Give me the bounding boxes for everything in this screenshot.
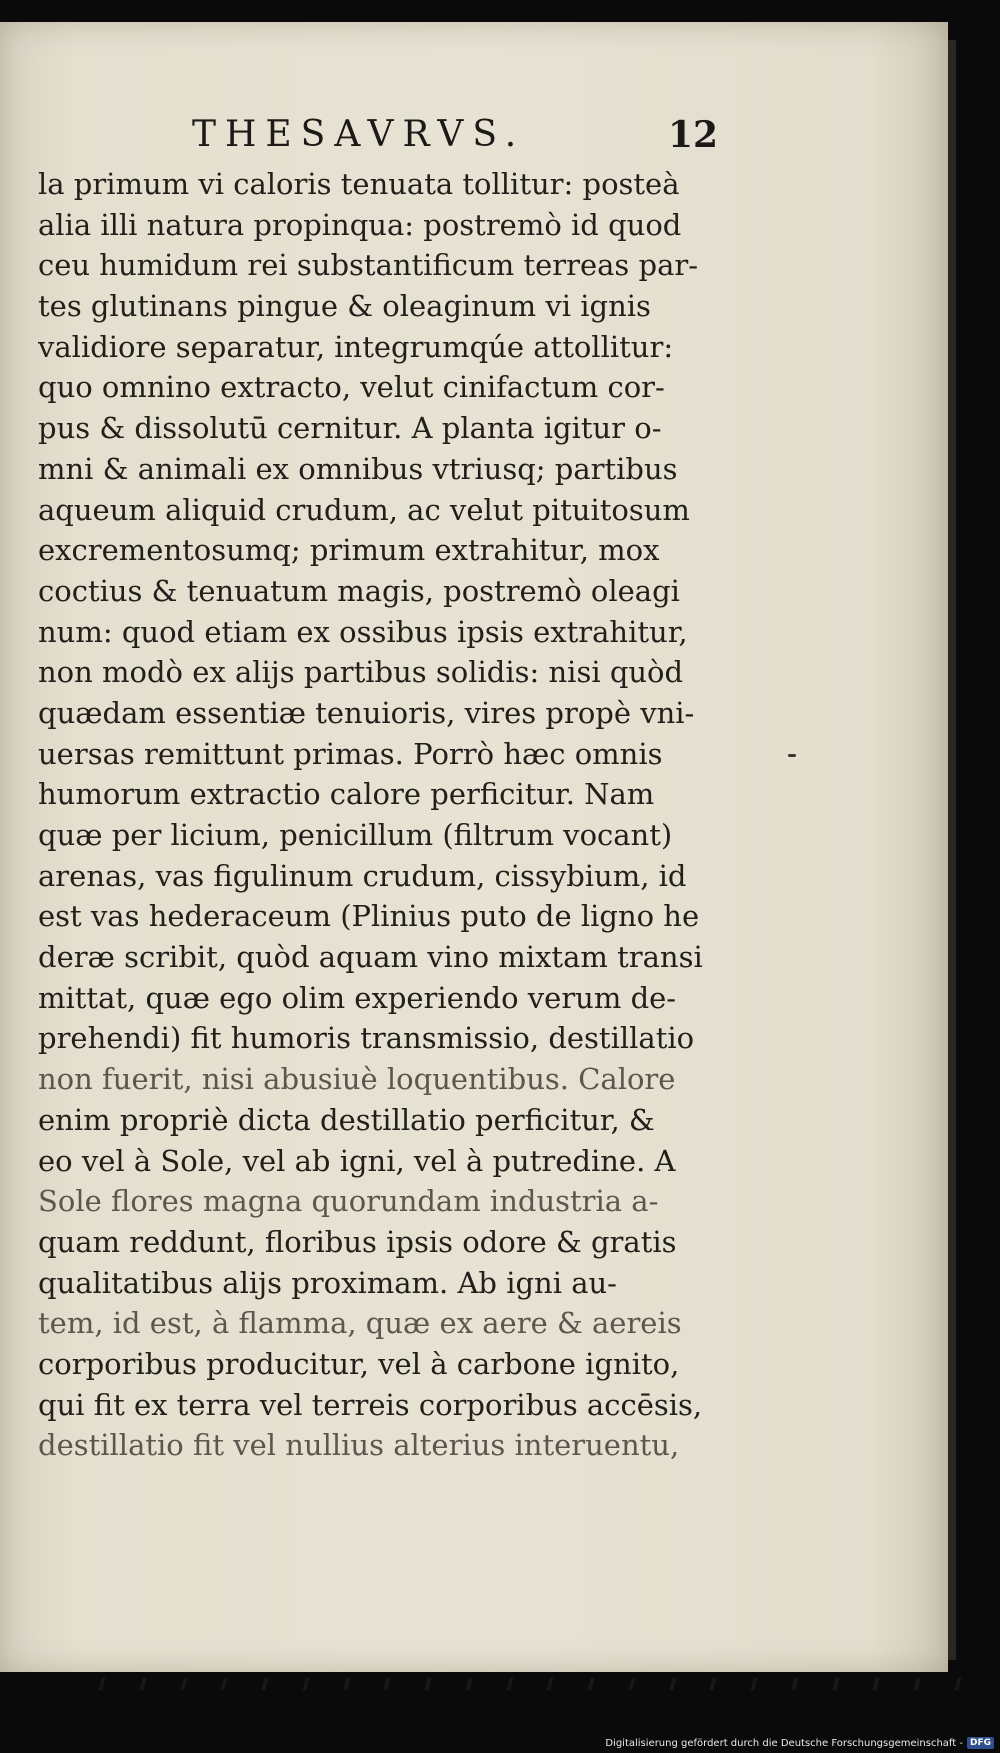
stitch-mark <box>547 1678 554 1690</box>
body-text <box>38 164 708 1466</box>
text-line: enim propriè dicta destillatio perficitur, & <box>38 1102 655 1137</box>
text-line: ceu humidum rei substantificum terreas par- <box>38 248 699 283</box>
text-line: quam reddunt, floribus ipsis odore & gratis <box>38 1224 677 1259</box>
text-line: pus & dissolutū cernitur. A planta igitur o- <box>38 411 662 446</box>
text-line: validiore separatur, integrumqúe attollitur: <box>38 329 674 364</box>
text-line: coctius & tenuatum magis, postremò oleagi <box>38 573 680 608</box>
stitch-mark <box>384 1678 391 1690</box>
text-line: humorum extractio calore perficitur. Nam <box>38 777 655 812</box>
stitch-mark <box>465 1678 472 1690</box>
stitch-mark <box>791 1678 798 1690</box>
digitization-credit <box>605 1737 994 1749</box>
text-line: Sole flores magna quorundam industria a- <box>38 1184 659 1219</box>
stitch-mark <box>506 1678 513 1690</box>
stitch-mark <box>302 1678 309 1690</box>
page-edge <box>948 40 956 1660</box>
text-line: est vas hederaceum (Plinius puto de ligno he <box>38 899 700 934</box>
stitch-mark <box>587 1678 594 1690</box>
stitch-mark <box>954 1678 961 1690</box>
text-line: qui fit ex terra vel terreis corporibus accēsis, <box>38 1387 703 1422</box>
text-line: uersas remittunt primas. Porrò hæc omnis <box>38 736 663 771</box>
stitch-mark <box>913 1678 920 1690</box>
text-line: non fuerit, nisi abusiuè loquentibus. Calore <box>38 1062 676 1097</box>
text-line: deræ scribit, quòd aquam vino mixtam transi <box>38 940 703 975</box>
text-line: quo omnino extracto, velut cinifactum cor- <box>38 370 665 405</box>
text-line: qualitatibus alijs proximam. Ab igni au- <box>38 1265 617 1300</box>
stitch-mark <box>180 1678 187 1690</box>
stitch-mark <box>710 1678 717 1690</box>
stitch-mark <box>261 1678 268 1690</box>
text-line: excrementosumq; primum extrahitur, mox <box>38 533 660 568</box>
ink-speck <box>788 754 796 757</box>
text-line: eo vel à Sole, vel ab igni, vel à putredine. A <box>38 1143 676 1178</box>
text-line: mittat, quæ ego olim experiendo verum de- <box>38 980 677 1015</box>
stitch-mark <box>832 1678 839 1690</box>
text-line: quædam essentiæ tenuioris, vires propè vni- <box>38 695 695 730</box>
text-line: alia illi natura propinqua: postremò id quod <box>38 207 682 242</box>
stitch-mark <box>750 1678 757 1690</box>
text-line: num: quod etiam ex ossibus ipsis extrahitur, <box>38 614 688 649</box>
stitch-mark <box>139 1678 146 1690</box>
running-title: THESAVRVS. <box>192 114 526 155</box>
text-line: aqueum aliquid crudum, ac velut pituitosum <box>38 492 690 527</box>
stitch-mark <box>873 1678 880 1690</box>
dfg-logo: DFG <box>967 1737 994 1749</box>
text-line: non modò ex alijs partibus solidis: nisi quòd <box>38 655 684 690</box>
text-line: mni & animali ex omnibus vtriusq; partibus <box>38 451 678 486</box>
stitch-mark <box>98 1678 105 1690</box>
text-line: arenas, vas figulinum crudum, cissybium, id <box>38 858 687 893</box>
stitch-mark <box>628 1678 635 1690</box>
text-line: destillatio fit vel nullius alterius interuentu, <box>38 1428 680 1463</box>
binding-stitches <box>100 1678 960 1690</box>
text-line: corporibus producitur, vel à carbone ignito, <box>38 1346 680 1381</box>
stitch-mark <box>221 1678 228 1690</box>
text-line: quæ per licium, penicillum (filtrum vocant) <box>38 818 673 852</box>
text-line: tem, id est, à flamma, quæ ex aere & aereis <box>38 1306 682 1341</box>
credit-text: Digitalisierung gefördert durch die Deutsche Forschungsgemeinschaft - <box>605 1737 963 1749</box>
stitch-mark <box>343 1678 350 1690</box>
book-page <box>0 22 948 1672</box>
stitch-mark <box>669 1678 676 1690</box>
folio-number: 12 <box>668 114 719 156</box>
text-line: tes glutinans pingue & oleaginum vi ignis <box>38 289 651 324</box>
text-line: prehendi) fit humoris transmissio, destillatio <box>38 1021 695 1056</box>
text-line: la primum vi caloris tenuata tollitur: posteà <box>38 167 680 201</box>
page-header <box>0 114 948 154</box>
stitch-mark <box>424 1678 431 1690</box>
